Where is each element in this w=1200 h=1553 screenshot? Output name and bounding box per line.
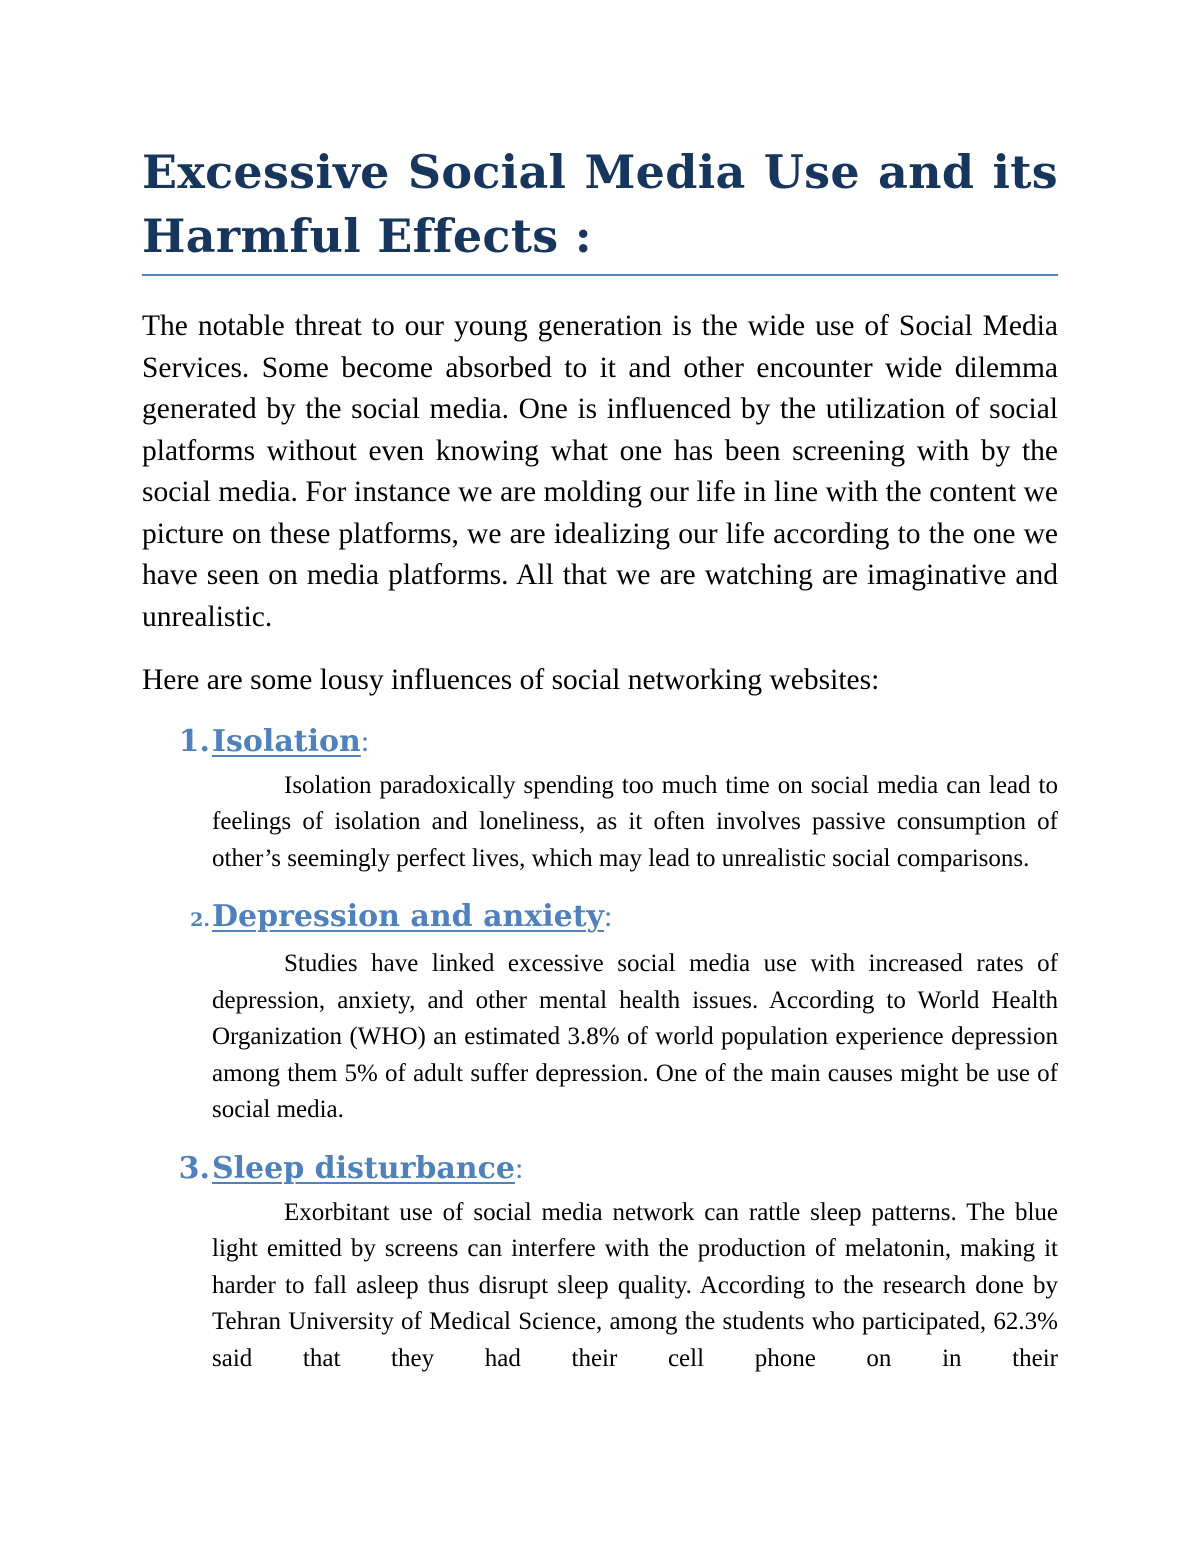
- list-item-body: Isolation paradoxically spending too much time on social media can lead to feelings of isolation and loneliness, as it often involves passive consumption of other’s seemingly perfect lives, which may lead to unrealistic social comparisons.: [212, 771, 1058, 872]
- document-title: Excessive Social Media Use and its Harmful Effects :: [142, 145, 1058, 263]
- list-item-title: Isolation: [212, 723, 361, 759]
- list-item-number: 3.: [178, 1150, 210, 1186]
- list-item-colon: :: [360, 724, 370, 758]
- list-item-colon: :: [604, 900, 613, 933]
- list-item-isolation: [142, 722, 1058, 878]
- list-item-body: Exorbitant use of social media network can rattle sleep patterns. The blue light emitted by screens can interfere with the production of melatonin, making it harder to fall asleep thus disrupt sleep quality. According to the research done by Tehran University of Medical Science, among the students who participated, 62.3% said that they had their cell phone on in their: [212, 1198, 1058, 1372]
- list-item-colon: :: [514, 1151, 524, 1185]
- list-lead-sentence: Here are some lousy influences of social networking websites:: [142, 664, 880, 696]
- intro-paragraph: The notable threat to our young generation is the wide use of Social Media Services. Some become absorbed to it and other encounter wide dilemma generated by the social media. One is influenced by the utilization of social platforms without even knowing what one has been screening with by the social media. For instance we are molding our life in line with the content we picture on these platforms, we are idealizing our life according to the one we have seen on media platforms. All that we are watching are imaginative and unrealistic.: [142, 310, 1058, 633]
- list-item-sleep: [142, 1149, 1058, 1378]
- list-item-title: Sleep disturbance: [212, 1150, 515, 1186]
- list-item-heading: [142, 722, 1058, 762]
- list-item-number: 2.: [190, 909, 210, 931]
- list-item-title: Depression and anxiety: [212, 899, 604, 934]
- title-divider: [142, 274, 1058, 276]
- list-item-heading: [142, 897, 1058, 940]
- list-item-depression: [142, 897, 1058, 1129]
- list-item-body: Studies have linked excessive social media use with increased rates of depression, anxiety, and other mental health issues. According to World Health Organization (WHO) an estimated 3.8% of world population experience depression among them 5% of adult suffer depression. One of the main causes might be use of social media.: [212, 950, 1058, 1123]
- list-item-heading: [142, 1149, 1058, 1189]
- document-page: [142, 140, 1058, 1377]
- list-item-number: 1.: [178, 723, 210, 759]
